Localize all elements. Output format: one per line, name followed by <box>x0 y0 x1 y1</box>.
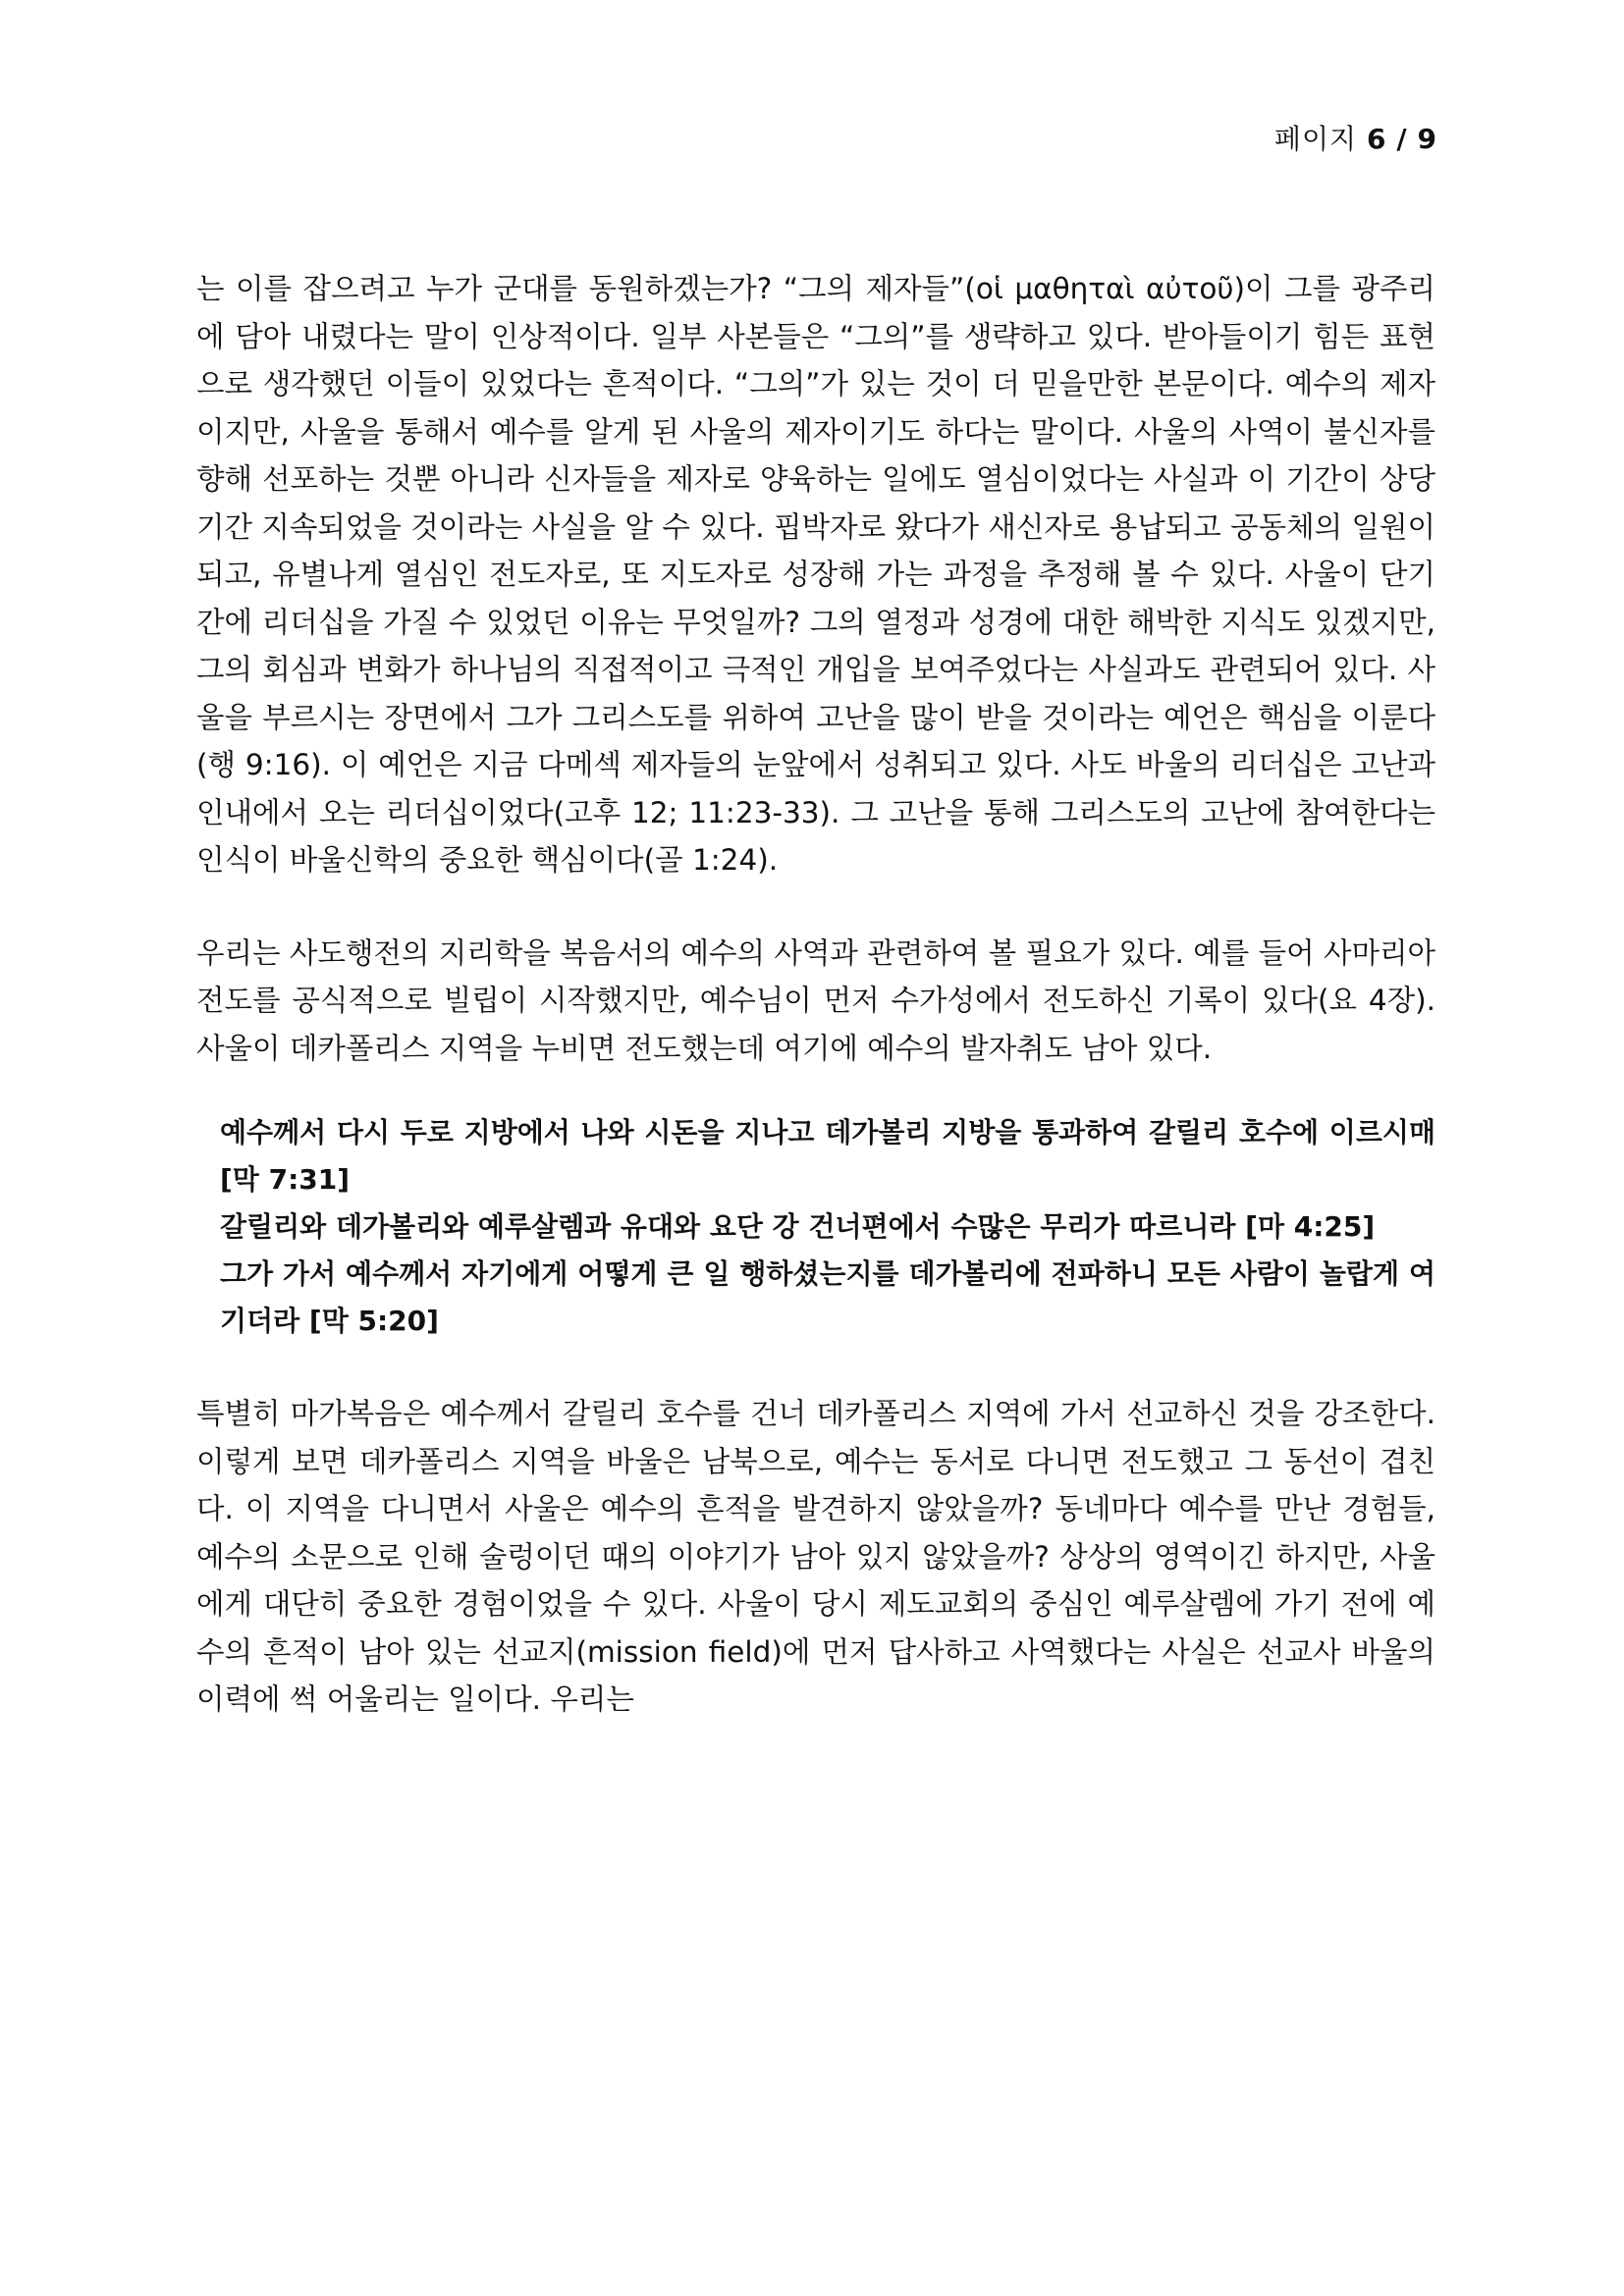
page-header <box>1274 118 1437 157</box>
page-label: 페이지 <box>1273 123 1358 155</box>
page-separator: / <box>1396 123 1408 155</box>
body-paragraph-1: 는 이를 잡으려고 누가 군대를 동원하겠는가? “그의 제자들”(οἱ μαθηταὶ αὐτοῦ)이 그를 광주리에 담아 내렸다는 말이 인상적이다. 일부 사본들은 “그의”를 생략하고 있다. 받아들이기 힘든 표현으로 생각했던 이들이 있었다는 흔적이다. “그의”가 있는 것이 더 믿을만한 본문이다. 예수의 제자이지만, 사울을 통해서 예수를 알게 된 사울의 제자이기도 하다는 말이다. 사울의 사역이 불신자를 향해 선포하는 것뿐 아니라 신자들을 제자로 양육하는 일에도 열심이었다는 사실과 이 기간이 상당기간 지속되었을 것이라는 사실을 알 수 있다. 핍박자로 왔다가 새신자로 용납되고 공동체의 일원이 되고, 유별나게 열심인 전도자로, 또 지도자로 성장해 가는 과정을 추정해 볼 수 있다. 사울이 단기간에 리더십을 가질 수 있었던 이유는 무엇일까? 그의 열정과 성경에 대한 해박한 지식도 있겠지만, 그의 회심과 변화가 하나님의 직접적이고 극적인 개입을 보여주었다는 사실과도 관련되어 있다. 사울을 부르시는 장면에서 그가 그리스도를 위하여 고난을 많이 받을 것이라는 예언은 핵심을 이룬다(행 9:16). 이 예언은 지금 다메섹 제자들의 눈앞에서 성취되고 있다. 사도 바울의 리더십은 고난과 인내에서 오는 리더십이었다(고후 12; 11:23-33). 그 고난을 통해 그리스도의 고난에 참여한다는 인식이 바울신학의 중요한 핵심이다(골 1:24). <box>196 272 1435 877</box>
scripture-quote: 그가 가서 예수께서 자기에게 어떻게 큰 일 행하셨는지를 데가볼리에 전파하니 모든 사람이 놀랍게 여기더라 [막 5:20] <box>220 1257 1435 1337</box>
scripture-quotes <box>196 1109 1435 1345</box>
current-page-number: 6 <box>1366 123 1387 155</box>
total-pages-number: 9 <box>1417 123 1437 155</box>
document-body <box>196 265 1435 1724</box>
scripture-quote: 예수께서 다시 두로 지방에서 나와 시돈을 지나고 데가볼리 지방을 통과하여 갈릴리 호수에 이르시매 [막 7:31] <box>220 1116 1435 1196</box>
scripture-quote: 갈릴리와 데가볼리와 예루살렘과 유대와 요단 강 건너편에서 수많은 무리가 따르니라 [마 4:25] <box>220 1210 1376 1243</box>
body-paragraph-3: 특별히 마가복음은 예수께서 갈릴리 호수를 건너 데카폴리스 지역에 가서 선교하신 것을 강조한다. 이렇게 보면 데카폴리스 지역을 바울은 남북으로, 예수는 동서로 다니면 전도했고 그 동선이 겹친다. 이 지역을 다니면서 사울은 예수의 흔적을 발견하지 않았을까? 동네마다 예수를 만난 경험들, 예수의 소문으로 인해 술렁이던 때의 이야기가 남아 있지 않았을까? 상상의 영역이긴 하지만, 사울에게 대단히 중요한 경험이었을 수 있다. 사울이 당시 제도교회의 중심인 예루살렘에 가기 전에 예수의 흔적이 남아 있는 선교지(mission field)에 먼저 답사하고 사역했다는 사실은 선교사 바울의 이력에 썩 어울리는 일이다. 우리는 <box>196 1397 1435 1716</box>
body-paragraph-2: 우리는 사도행전의 지리학을 복음서의 예수의 사역과 관련하여 볼 필요가 있다. 예를 들어 사마리아 전도를 공식적으로 빌립이 시작했지만, 예수님이 먼저 수가성에서 전도하신 기록이 있다(요 4장). 사울이 데카폴리스 지역을 누비면 전도했는데 여기에 예수의 발자취도 남아 있다. <box>196 935 1435 1065</box>
